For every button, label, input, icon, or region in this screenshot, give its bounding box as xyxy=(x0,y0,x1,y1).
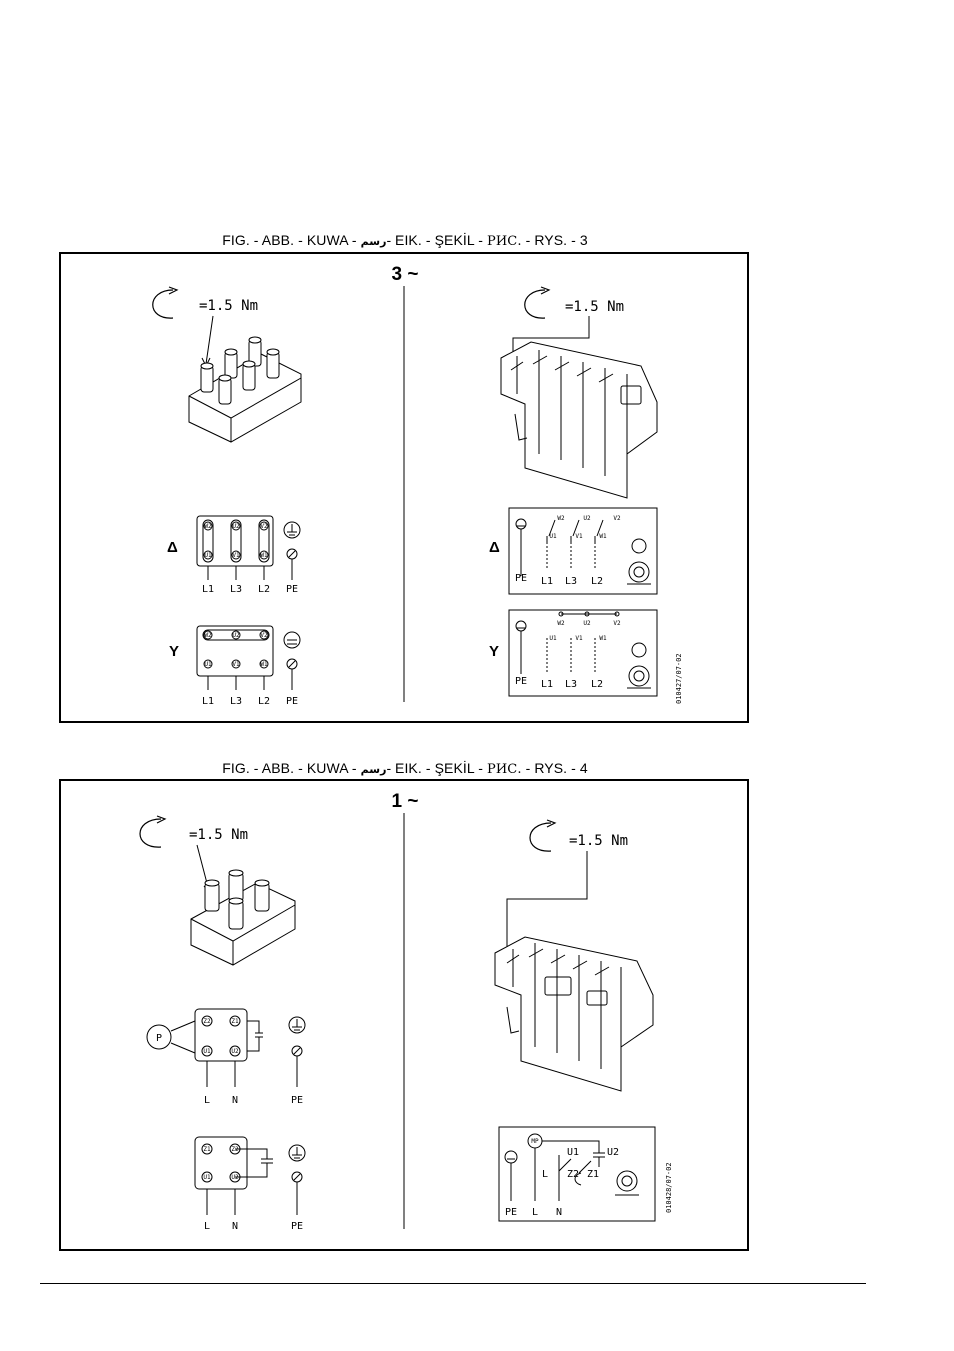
svg-text:N: N xyxy=(231,1095,239,1106)
svg-text:L1: L1 xyxy=(540,576,554,587)
svg-text:L3: L3 xyxy=(229,696,243,707)
svg-text:L: L xyxy=(203,1095,211,1106)
phase-label: 3 ~ xyxy=(391,264,419,285)
svg-text:L2: L2 xyxy=(257,584,271,595)
delta-symbol: Δ xyxy=(167,539,178,556)
svg-text:L2: L2 xyxy=(257,696,271,707)
svg-text:W1: W1 xyxy=(599,533,607,540)
svg-text:L: L xyxy=(531,1207,539,1218)
svg-text:Z1: Z1 xyxy=(586,1169,600,1180)
svg-text:W2: W2 xyxy=(557,515,565,522)
svg-text:PE: PE xyxy=(285,696,299,707)
svg-text:V2: V2 xyxy=(260,632,268,639)
torque-value-right: =1.5 Nm xyxy=(569,833,629,849)
terminal-block-1ph xyxy=(191,870,295,965)
svg-text:U1: U1 xyxy=(204,552,212,559)
capacitor-terminal-board xyxy=(195,1137,305,1215)
svg-text:L1: L1 xyxy=(540,679,554,690)
drawing-code: 010428/07-02 xyxy=(665,1162,673,1213)
torque-arrow-icon xyxy=(530,820,555,851)
figure-3-panel xyxy=(59,252,749,723)
svg-text:PE: PE xyxy=(514,573,528,584)
svg-text:W1: W1 xyxy=(260,661,268,668)
svg-text:PE: PE xyxy=(290,1095,304,1106)
torque-value-left: =1.5 Nm xyxy=(199,298,259,314)
phase-label: 1 ~ xyxy=(391,791,419,812)
svg-text:V1: V1 xyxy=(232,661,240,668)
svg-text:PE: PE xyxy=(504,1207,518,1218)
figure-4-drawing xyxy=(61,781,747,1249)
svg-text:L: L xyxy=(203,1221,211,1232)
svg-text:U2: U2 xyxy=(583,515,591,522)
figure-4-caption: FIG. - ABB. - KUWA - رسم- EIK. - ŞEKİL - РИС. - RYS. - 4 xyxy=(222,760,588,777)
svg-text:W1: W1 xyxy=(599,635,607,642)
svg-text:L3: L3 xyxy=(564,576,578,587)
svg-text:V1: V1 xyxy=(575,635,583,642)
svg-text:Z2: Z2 xyxy=(231,1146,239,1153)
svg-text:L1: L1 xyxy=(201,584,215,595)
star-symbol: Y xyxy=(169,643,180,660)
svg-text:W2: W2 xyxy=(204,632,212,639)
delta-symbol-right: Δ xyxy=(489,539,500,556)
svg-text:U2: U2 xyxy=(231,1048,239,1055)
svg-text:U1: U1 xyxy=(549,533,557,540)
svg-text:U1: U1 xyxy=(203,1048,211,1055)
svg-text:U2: U2 xyxy=(232,523,240,530)
torque-arrow-icon xyxy=(153,287,177,318)
torque-arrow-icon xyxy=(140,816,165,847)
svg-text:W1: W1 xyxy=(260,552,268,559)
figure-4-panel xyxy=(59,779,749,1251)
figure-3-drawing xyxy=(61,254,747,721)
drawing-code: 010427/07-02 xyxy=(675,653,683,704)
torque-arrow-icon xyxy=(525,287,549,318)
svg-text:U2: U2 xyxy=(231,1174,239,1181)
svg-text:U1: U1 xyxy=(549,635,557,642)
svg-text:V1: V1 xyxy=(232,552,240,559)
svg-text:Z1: Z1 xyxy=(231,1018,239,1025)
svg-text:U2: U2 xyxy=(606,1147,620,1158)
terminal-block-3ph xyxy=(189,337,301,442)
footer-rule xyxy=(40,1283,866,1284)
svg-text:MP: MP xyxy=(531,1138,539,1145)
svg-text:Z2: Z2 xyxy=(566,1169,580,1180)
svg-text:N: N xyxy=(231,1221,239,1232)
torque-value-left: =1.5 Nm xyxy=(189,827,249,843)
svg-text:U2: U2 xyxy=(583,620,591,627)
terminal-strip-1ph xyxy=(495,937,653,1091)
protector-terminal-board xyxy=(147,1009,305,1087)
terminal-strip-3ph xyxy=(501,342,657,498)
svg-text:U2: U2 xyxy=(232,632,240,639)
svg-text:V2: V2 xyxy=(613,620,621,627)
svg-text:PE: PE xyxy=(514,676,528,687)
svg-text:L3: L3 xyxy=(229,584,243,595)
star-terminal-board xyxy=(197,626,300,690)
svg-text:V2: V2 xyxy=(613,515,621,522)
svg-text:Z1: Z1 xyxy=(203,1146,211,1153)
delta-terminal-board xyxy=(197,516,300,580)
svg-text:L2: L2 xyxy=(590,679,604,690)
figure-3-caption: FIG. - ABB. - KUWA - رسم- EIK. - ŞEKİL - РИС. - RYS. - 3 xyxy=(222,232,588,249)
svg-text:L2: L2 xyxy=(590,576,604,587)
svg-text:W2: W2 xyxy=(557,620,565,627)
svg-text:U1: U1 xyxy=(566,1147,580,1158)
star-symbol-right: Y xyxy=(489,643,500,660)
svg-text:W2: W2 xyxy=(204,523,212,530)
torque-value-right: =1.5 Nm xyxy=(565,299,625,315)
svg-text:U1: U1 xyxy=(203,1174,211,1181)
svg-text:N: N xyxy=(555,1207,563,1218)
svg-text:U1: U1 xyxy=(204,661,212,668)
svg-text:L3: L3 xyxy=(564,679,578,690)
svg-text:L: L xyxy=(541,1169,549,1180)
svg-text:V2: V2 xyxy=(260,523,268,530)
svg-text:P: P xyxy=(155,1033,163,1044)
svg-text:V1: V1 xyxy=(575,533,583,540)
svg-text:PE: PE xyxy=(290,1221,304,1232)
svg-text:L1: L1 xyxy=(201,696,215,707)
svg-text:Z2: Z2 xyxy=(203,1018,211,1025)
svg-text:PE: PE xyxy=(285,584,299,595)
